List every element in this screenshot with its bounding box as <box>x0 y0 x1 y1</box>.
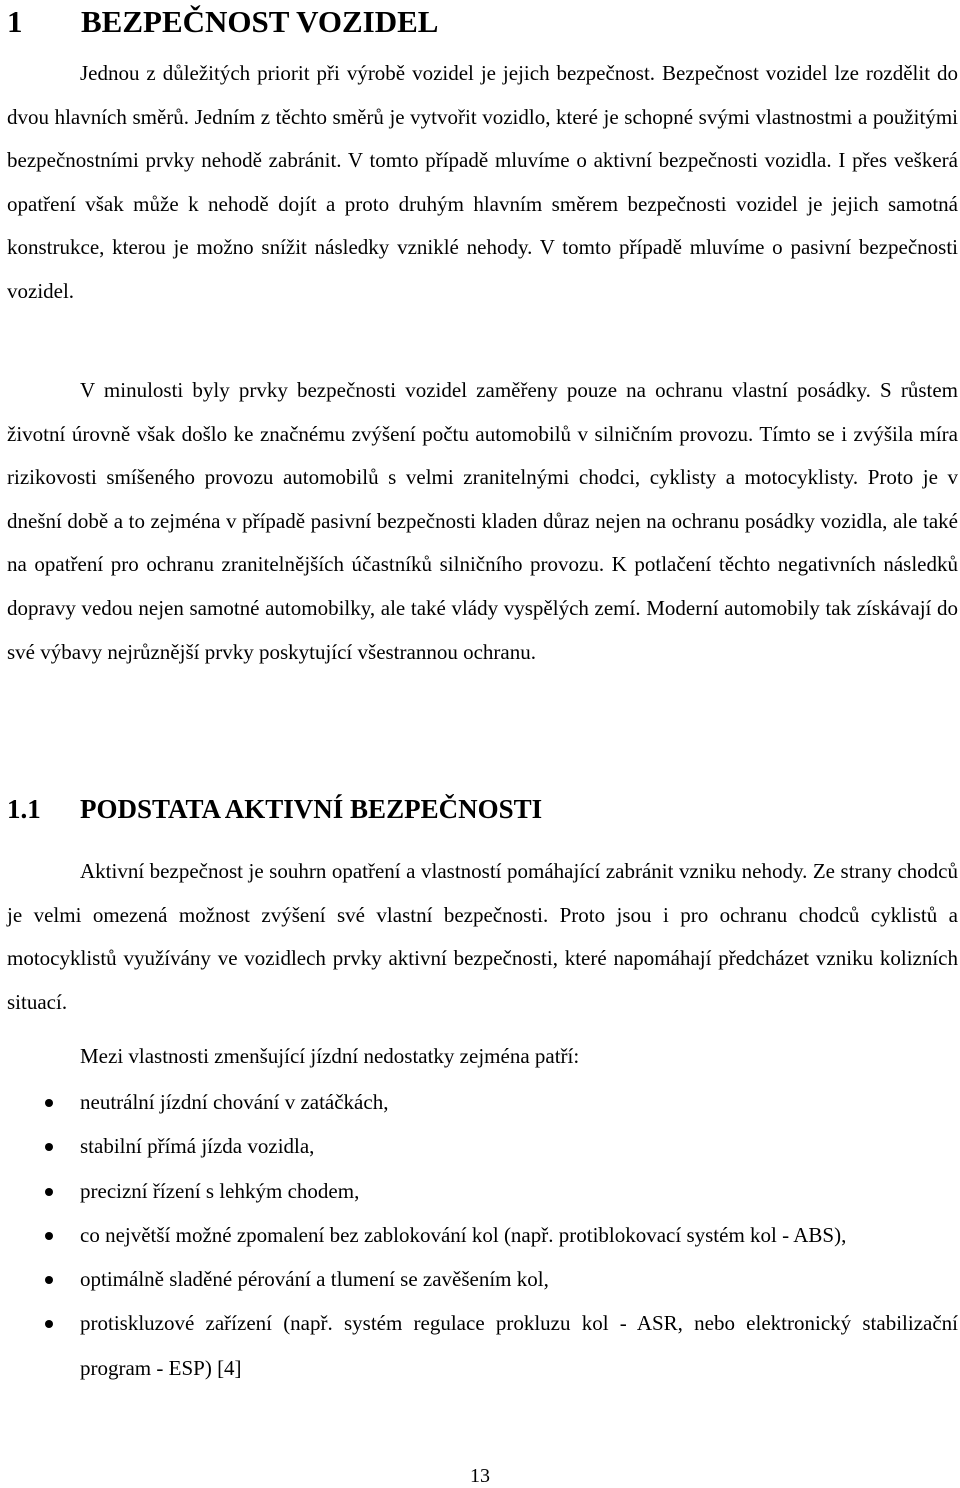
list-item-text: protiskluzové zařízení (např. systém regulace prokluzu kol - ASR, nebo elektronický stabilizační program - ESP) [4] <box>80 1311 958 1380</box>
list-item <box>7 1301 958 1390</box>
list-item-text: neutrální jízdní chování v zatáčkách, <box>80 1090 389 1114</box>
list-item <box>7 1124 958 1168</box>
section-number: 1.1 <box>7 794 41 824</box>
list-item-text: stabilní přímá jízda vozidla, <box>80 1134 315 1159</box>
chapter-heading <box>7 2 438 42</box>
chapter-title: BEZPEČNOST VOZIDEL <box>81 4 439 39</box>
page-number: 13 <box>470 1465 490 1487</box>
bullet-icon <box>45 1188 53 1196</box>
list-item <box>7 1213 958 1257</box>
section-title: PODSTATA AKTIVNÍ BEZPEČNOSTI <box>80 794 543 824</box>
list-item-text: optimálně sladěné pérování a tlumení se zavěšením kol, <box>80 1267 549 1292</box>
section-heading <box>7 790 542 828</box>
chapter-paragraph-1: Jednou z důležitých priorit při výrobě vozidel je jejich bezpečnost. Bezpečnost vozidel lze rozdělit do dvou hlavních směrů. Jedním z těchto směrů je vytvořit vozidlo, které je schopné svými vlastnostmi a použitými bezpečnostními prvky nehodě zabránit. V tomto případě mluvíme o aktivní bezpečnosti vozidla. I přes veškerá opatření však může k nehodě dojít a proto druhým hlavním směrem bezpečnosti vozidel je jejich samotná konstrukce, kterou je možno snížit následky vzniklé nehody. V tomto případě mluvíme o pasivní bezpečnosti vozidel. <box>7 61 958 303</box>
chapter-number: 1 <box>7 4 23 39</box>
bullet-icon <box>45 1143 53 1151</box>
bullet-list <box>7 1080 958 1390</box>
bullet-icon <box>45 1099 53 1107</box>
list-item <box>7 1080 958 1124</box>
section-paragraph: Aktivní bezpečnost je souhrn opatření a vlastností pomáhající zabránit vzniku nehody. Ze strany chodců je velmi omezená možnost zvýšení své vlastní bezpečnosti. Proto jsou i pro ochranu chodců cyklistů a motocyklistů využívány ve vozidlech prvky aktivní bezpečnosti, které napomáhají předcházet vzniku kolizních situací. <box>7 859 958 1014</box>
bullet-icon <box>45 1320 53 1328</box>
list-item-text: precizní řízení s lehkým chodem, <box>80 1178 360 1203</box>
list-item-text: co největší možné zpomalení bez zablokování kol (např. protiblokovací systém kol - ABS), <box>80 1222 847 1247</box>
list-intro: Mezi vlastnosti zmenšující jízdní nedostatky zejména patří: <box>80 1044 580 1068</box>
bullet-icon <box>45 1232 53 1240</box>
chapter-paragraph-2: V minulosti byly prvky bezpečnosti vozidel zaměřeny pouze na ochranu vlastní posádky. S růstem životní úrovně však došlo ke značnému zvýšení počtu automobilů v silničním provozu. Tímto se i zvýšila míra rizikovosti smíšeného provozu automobilů s velmi zranitelnými chodci, cyklisty a motocyklisty. Proto je v dnešní době a to zejména v případě pasivní bezpečnosti kladen důraz nejen na ochranu posádky vozidla, ale také na opatření pro ochranu zranitelnějších účastníků silničního provozu. K potlačení těchto negativních následků dopravy vedou nejen samotné automobilky, ale také vlády vyspělých zemí. Moderní automobily tak získávají do své výbavy nejrůznější prvky poskytující všestrannou ochranu. <box>7 378 958 664</box>
list-item <box>7 1257 958 1301</box>
list-item <box>7 1169 958 1213</box>
bullet-icon <box>45 1276 53 1284</box>
